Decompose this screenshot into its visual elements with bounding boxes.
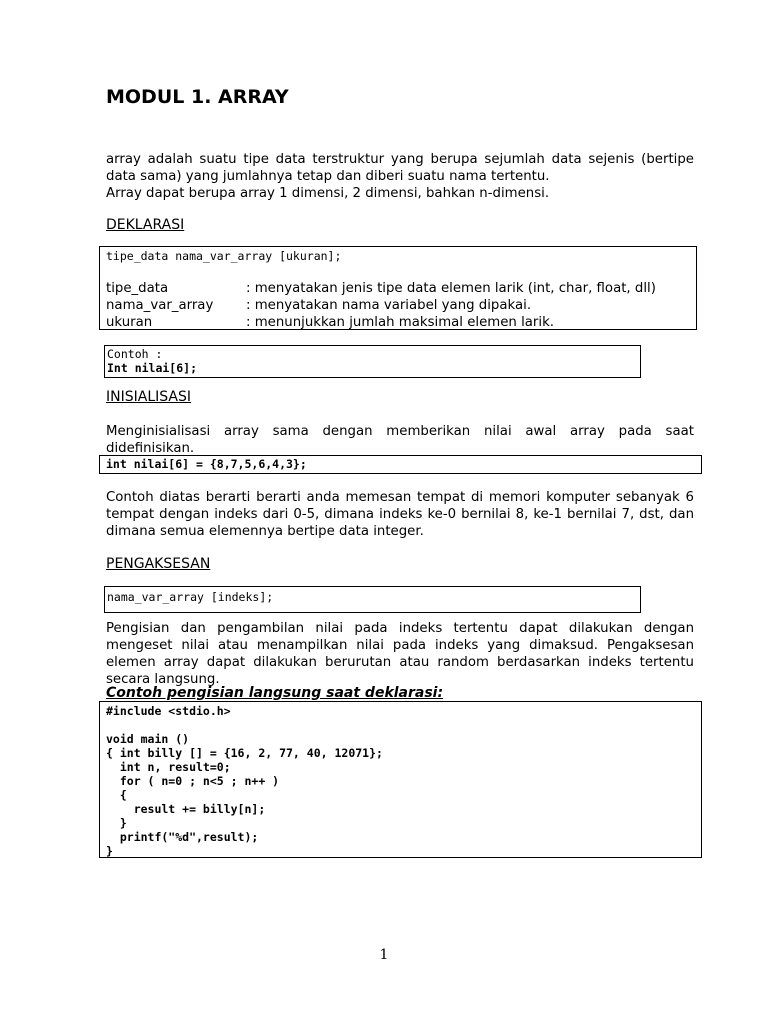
pengaksesan-syntax-box — [104, 586, 641, 613]
example-code: Int nilai[6]; — [107, 361, 198, 375]
inisialisasi-heading: INISIALISASI — [106, 389, 191, 405]
code-line: int n, result=0; — [106, 760, 231, 774]
intro-paragraph — [106, 151, 694, 202]
deklarasi-syntax: tipe_data nama_var_array [ukuran]; — [106, 249, 342, 263]
deklarasi-heading: DEKLARASI — [106, 217, 185, 233]
example-label: Contoh : — [107, 347, 163, 361]
definition-term: ukuran — [106, 315, 153, 330]
deklarasi-box — [99, 246, 697, 330]
contoh-heading: Contoh pengisian langsung saat deklarasi: — [106, 685, 444, 701]
code-block — [99, 701, 702, 858]
code-line: } — [106, 844, 113, 858]
page-number: 1 — [379, 947, 389, 963]
code-line — [106, 718, 383, 732]
definition-row — [106, 297, 656, 314]
intro-line1: array adalah suatu tipe data terstruktur yang berupa sejumlah data sejenis (bertipe data sama) yang jumlahnya tetap dan diberi suatu nama tertentu. — [106, 152, 694, 184]
code-listing — [106, 704, 383, 858]
definition-term: nama_var_array — [106, 298, 214, 313]
code-line: { int billy [] = {16, 2, 77, 40, 12071}; — [106, 746, 383, 760]
code-line: { — [106, 788, 127, 802]
definition-list — [106, 280, 656, 331]
definition-row — [106, 280, 656, 297]
pengaksesan-heading: PENGAKSESAN — [106, 556, 211, 572]
inisialisasi-explanation: Contoh diatas berarti berarti anda memesan tempat di memori komputer sebanyak 6 tempat dengan indeks dari 0-5, dimana indeks ke-0 bernilai 8, ke-1 bernilai 7, dst, dan dimana semua elemennya bertipe data integer. — [106, 490, 694, 539]
intro-line2: Array dapat berupa array 1 dimensi, 2 dimensi, bahkan n-dimensi. — [106, 186, 550, 201]
code-line: for ( n=0 ; n<5 ; n++ ) — [106, 774, 280, 788]
code-line: #include <stdio.h> — [106, 704, 231, 718]
example-box — [104, 345, 641, 378]
inisialisasi-text: Menginisialisasi array sama dengan memberikan nilai awal array pada saat didefinisikan. — [106, 424, 694, 456]
code-line: printf("%d",result); — [106, 830, 259, 844]
definition-term: tipe_data — [106, 281, 169, 296]
code-line: void main () — [106, 732, 190, 746]
page-title: MODUL 1. ARRAY — [106, 86, 289, 108]
pengaksesan-syntax: nama_var_array [indeks]; — [107, 590, 274, 604]
definition-desc: : menunjukkan jumlah maksimal elemen larik. — [246, 315, 555, 330]
definition-row — [106, 314, 656, 331]
pengaksesan-text: Pengisian dan pengambilan nilai pada indeks tertentu dapat dilakukan dengan mengeset nilai atau menampilkan nilai pada indeks yang dimaksud. Pengaksesan elemen array dapat dilakukan berurutan atau random berdasarkan indeks tertentu secara langsung. — [106, 621, 694, 687]
inisialisasi-code-box — [99, 455, 702, 474]
definition-desc: : menyatakan jenis tipe data elemen larik (int, char, float, dll) — [246, 281, 656, 296]
inisialisasi-code: int nilai[6] = {8,7,5,6,4,3}; — [106, 457, 307, 471]
code-line: result += billy[n]; — [106, 802, 266, 816]
definition-desc: : menyatakan nama variabel yang dipakai. — [246, 298, 532, 313]
code-line: } — [106, 816, 127, 830]
